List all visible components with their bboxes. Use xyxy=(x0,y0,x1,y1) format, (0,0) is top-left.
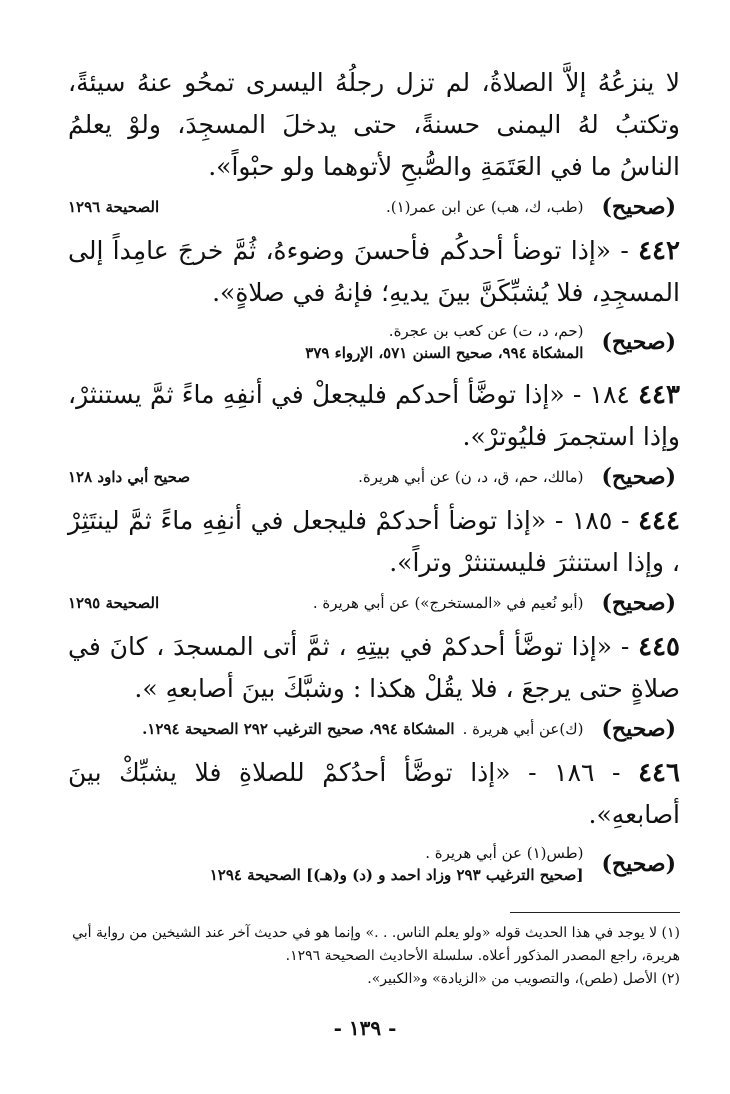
footnotes xyxy=(68,912,680,991)
reference-text: المشكاة ٩٩٤، صحيح الترغيب ٢٩٢ الصحيحة ١٢٩٤. xyxy=(142,720,455,738)
hadith-sources xyxy=(68,320,583,364)
reference-text: الصحيحة ١٢٩٥ xyxy=(68,594,160,612)
hadith-info xyxy=(68,716,680,742)
page-body xyxy=(68,62,680,896)
footnote: (٢) الأصل (طص)، والتصويب من «الزيادة» و«الكبير». xyxy=(367,971,680,987)
hadith-entry xyxy=(68,374,680,458)
hadith-number: ٤٤٢ xyxy=(638,236,680,266)
hadith-text: ١٨٤ - «إذا توضَّأ أحدكم فليجعلْ في أنفِهِ ماءً ثمَّ يستنثرْ، وإذا استجمرَ فليُوترْ». xyxy=(68,380,680,451)
hadith-entry xyxy=(68,626,680,710)
hadith-entry xyxy=(68,230,680,314)
grade-label: (صحيح) xyxy=(601,590,676,616)
hadith-entry xyxy=(68,500,680,584)
hadith-number: ٤٤٤ xyxy=(638,506,680,536)
grade-label: (صحيح) xyxy=(601,851,676,877)
hadith-number: ٤٤٦ xyxy=(638,758,680,788)
hadith-text: - «إذا توضأ أحدكُم فأحسنَ وضوءهُ، ثُمَّ خرجَ عامِداً إلى المسجِدِ، فلا يُشبِّكَنَّ بينَ يديهِ؛ فإنهُ في صلاةٍ». xyxy=(68,236,680,307)
source-text: (حم، د، ت) عن كعب بن عجرة. xyxy=(388,322,584,340)
hadith-sources xyxy=(68,842,583,886)
grade-label: (صحيح) xyxy=(601,716,676,742)
hadith-number: ٤٤٣ xyxy=(638,380,680,410)
source-text: (طس(١) عن أبي هريرة . xyxy=(425,844,584,862)
source-text: (طب، ك، هب) عن ابن عمر(١). xyxy=(385,198,584,216)
reference-text: المشكاة ٩٩٤، صحيح السنن ٥٧١، الإرواء ٣٧٩ xyxy=(305,344,584,362)
hadith-text: - «إذا توضَّأ أحدكمْ في بيتِهِ ، ثمَّ أتى المسجدَ ، كانَ في صلاةٍ حتى يرجعَ ، فلا يقُلْ هكذا : وشبَّكَ بينَ أصابعهِ ». xyxy=(68,632,680,703)
hadith-entry xyxy=(68,752,680,836)
source-text: (ك)عن أبي هريرة . xyxy=(462,720,584,738)
hadith-text: - ١٨٥ - «إذا توضأ أحدكمْ فليجعل في أنفِهِ ماءً ثمَّ لينتَثِرْ ، وإذا استنثرَ فليستنثرْ وتراً». xyxy=(68,506,680,577)
source-text: (مالك، حم، ق، د، ن) عن أبي هريرة. xyxy=(358,468,584,486)
continuation-info xyxy=(68,194,680,220)
grade-label: (صحيح) xyxy=(601,464,676,490)
grade-label: (صحيح) xyxy=(601,329,676,355)
continuation-text: لا ينزعُهُ إلاَّ الصلاةُ، لم تزل رجلُهُ اليسرى تمحُو عنهُ سيئةً، وتكتبُ لهُ اليمنى حسنةً، حتى يدخلَ المسجِدَ، ولوْ يعلمُ الناسُ ما في العَتَمَةِ والصُّبحِ لأتوهما ولو حبْواً». xyxy=(68,68,680,181)
reference-text: الصحيحة ١٢٩٦ xyxy=(68,198,160,216)
reference-text: صحيح أبي داود ١٢٨ xyxy=(68,468,191,486)
hadith-info xyxy=(68,320,680,364)
footnote: (١) لا يوجد في هذا الحديث قوله «ولو يعلم الناس. . .» وإنما هو في حديث آخر عند الشيخين من رواية أبي هريرة، راجع المصدر المذكور أعلاه. سلسلة الأحاديث الصحيحة ١٢٩٦. xyxy=(72,925,680,964)
hadith-info xyxy=(68,464,680,490)
page-number: - ١٣٩ - xyxy=(333,1016,397,1040)
source-text: (أبو نُعيم في «المستخرج») عن أبي هريرة . xyxy=(312,594,584,612)
hadith-info xyxy=(68,590,680,616)
reference-text: [صحيح الترغيب ٢٩٣ وزاد احمد و (د) و(هـ)] الصحيحة ١٢٩٤ xyxy=(209,866,584,884)
hadith-info xyxy=(68,842,680,886)
hadith-number: ٤٤٥ xyxy=(638,632,681,662)
grade-label: (صحيح) xyxy=(601,194,676,220)
hadith-text: - ١٨٦ - «إذا توضَّأ أحدُكمْ للصلاةِ فلا يشبِّكْ بينَ أصابعهِ». xyxy=(68,758,680,829)
